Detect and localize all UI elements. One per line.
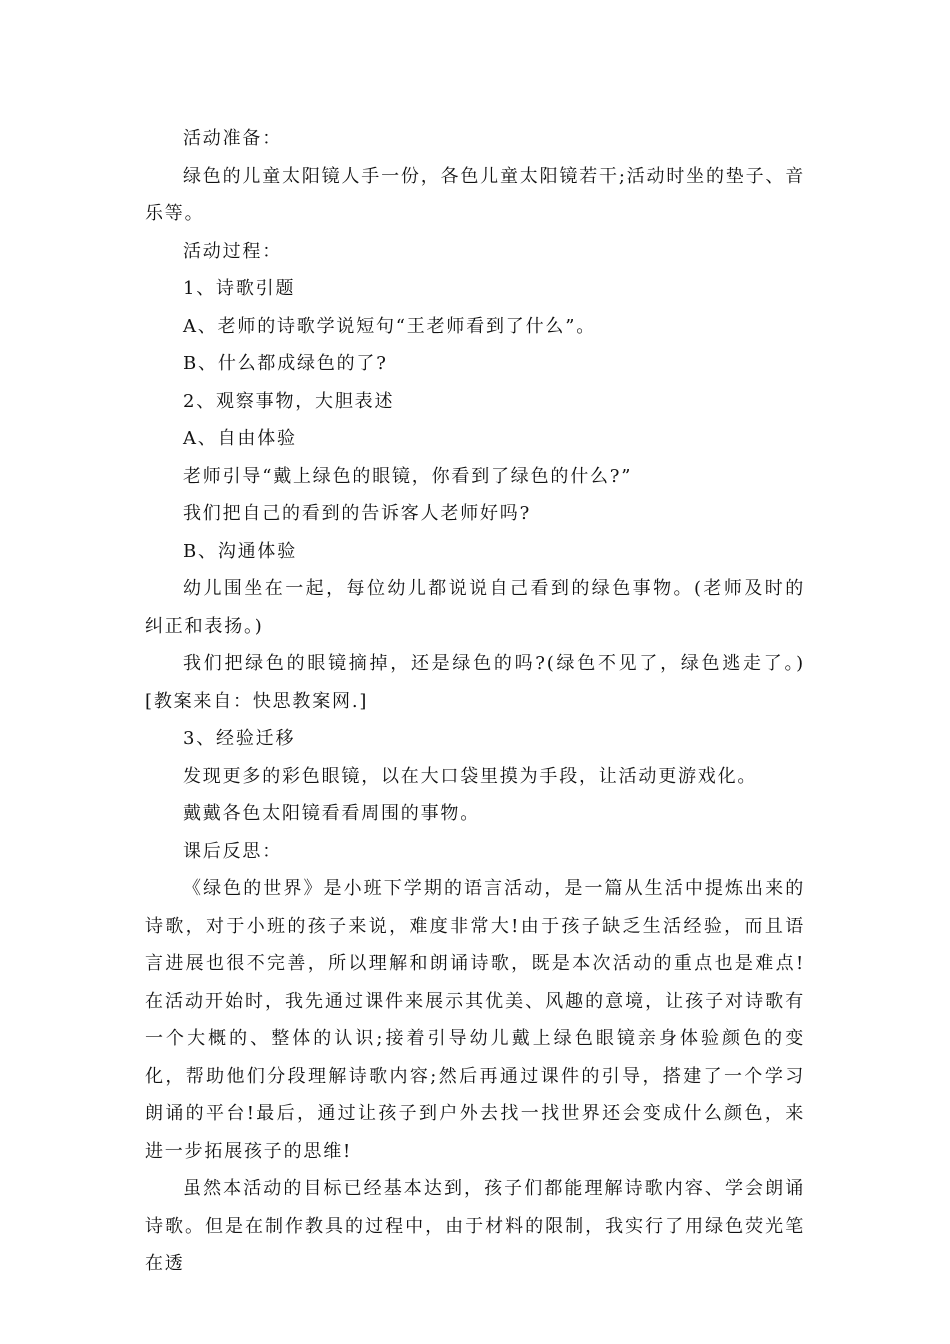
document-body bbox=[145, 120, 805, 1283]
paragraph-teacher-guide: 老师引导“戴上绿色的眼镜，你看到了绿色的什么?” bbox=[183, 465, 633, 487]
paragraph-step-1b: B、什么都成绿色的了? bbox=[183, 353, 388, 374]
paragraph-more-glasses: 发现更多的彩色眼镜，以在大口袋里摸为手段，让活动更游戏化。 bbox=[183, 765, 758, 787]
paragraph-reflection-heading: 课后反思： bbox=[183, 840, 282, 862]
paragraph-step-1: 1、诗歌引题 bbox=[183, 278, 296, 299]
paragraph-activity-process-heading: 活动过程： bbox=[183, 240, 282, 262]
paragraph-step-2b: B、沟通体验 bbox=[183, 540, 298, 562]
paragraph-step-1a: A、老师的诗歌学说短句“王老师看到了什么”。 bbox=[183, 315, 597, 337]
paragraph-wear-sunglasses: 戴戴各色太阳镜看看周围的事物。 bbox=[183, 803, 480, 824]
paragraph-reflection-2: 虽然本活动的目标已经基本达到，孩子们都能理解诗歌内容、学会朗诵诗歌。但是在制作教具的过程中，由于材料的限制，我实行了用绿色荧光笔在透 bbox=[145, 1178, 805, 1274]
paragraph-step-2a: A、自由体验 bbox=[183, 428, 297, 449]
paragraph-tell-guests: 我们把自己的看到的告诉客人老师好吗? bbox=[183, 503, 532, 524]
paragraph-remove-glasses: 我们把绿色的眼镜摘掉，还是绿色的吗?(绿色不见了，绿色逃走了。)[教案来自：快思教案网.] bbox=[145, 653, 805, 712]
paragraph-step-3: 3、经验迁移 bbox=[183, 728, 296, 749]
paragraph-step-2: 2、观察事物，大胆表述 bbox=[183, 390, 395, 412]
paragraph-activity-prep: 绿色的儿童太阳镜人手一份，各色儿童太阳镜若干;活动时坐的垫子、音乐等。 bbox=[145, 165, 805, 224]
paragraph-activity-prep-heading: 活动准备： bbox=[183, 128, 282, 149]
paragraph-reflection-1: 《绿色的世界》是小班下学期的语言活动，是一篇从生活中提炼出来的诗歌，对于小班的孩子来说，难度非常大!由于孩子缺乏生活经验，而且语言进展也很不完善，所以理解和朗诵诗歌，既是本次活动的重点也是难点!在活动开始时，我先通过课件来展示其优美、风趣的意境，让孩子对诗歌有一个大概的、整体的认识;接着引导幼儿戴上绿色眼镜亲身体验颜色的变化，帮助他们分段理解诗歌内容;然后再通过课件的引导，搭建了一个学习朗诵的平台!最后，通过让孩子到户外去找一找世界还会变成什么颜色，来进一步拓展孩子的思维! bbox=[145, 878, 805, 1162]
paragraph-children-circle: 幼儿围坐在一起，每位幼儿都说说自己看到的绿色事物。(老师及时的纠正和表扬。) bbox=[145, 578, 805, 637]
